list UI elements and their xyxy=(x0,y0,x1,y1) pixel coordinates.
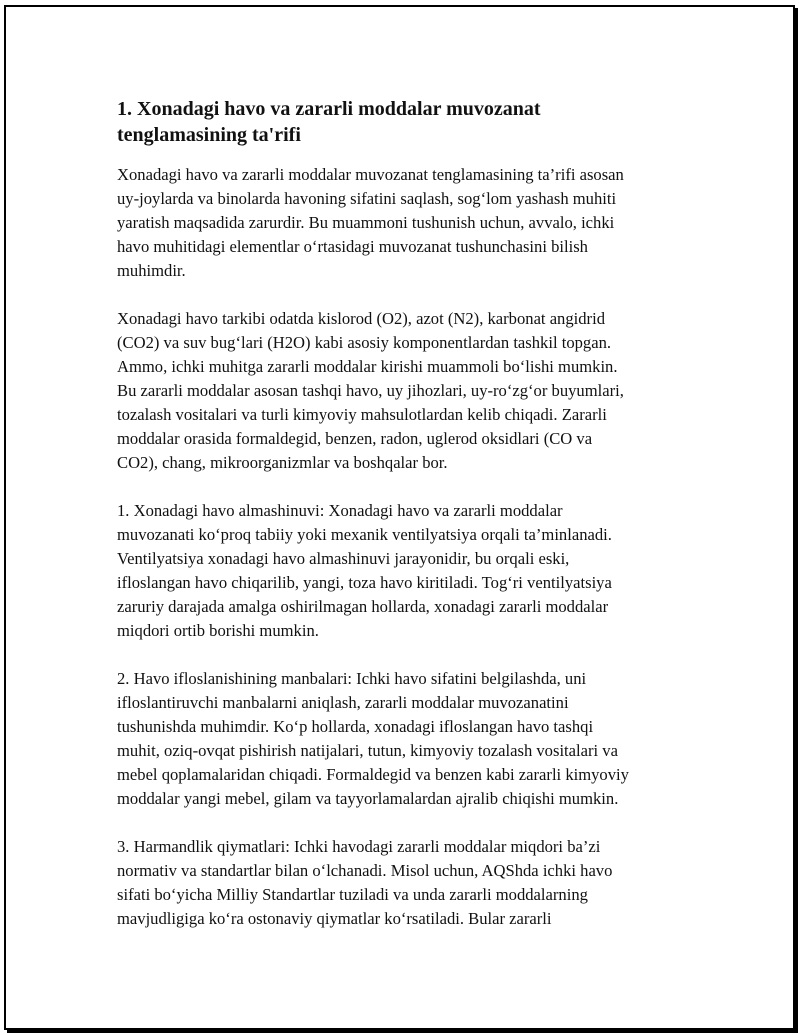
paragraph-line: moddalar orasida formaldegid, benzen, radon, uglerod oksidlari (CO va xyxy=(117,429,593,448)
paragraph-line: 1. Xonadagi havo almashinuvi: Xonadagi havo va zararli moddalar xyxy=(117,501,563,520)
body-paragraph xyxy=(117,307,677,475)
paragraph-list xyxy=(117,163,677,931)
paragraph-line: (CO2) va suv bug‘lari (H2O) kabi asosiy komponentlardan tashkil topgan. xyxy=(117,333,612,352)
paragraph-line: tozalash vositalari va turli kimyoviy mahsulotlardan kelib chiqadi. Zararli xyxy=(117,405,607,424)
paragraph-line: ifloslangan havo chiqarilib, yangi, toza havo kiritiladi. Tog‘ri ventilyatsiya xyxy=(117,573,612,592)
paragraph-line: muhit, oziq-ovqat pishirish natijalari, tutun, kimyoviy tozalash vositalari va xyxy=(117,741,618,760)
paragraph-line: 3. Harmandlik qiymatlari: Ichki havodagi zararli moddalar miqdori ba’zi xyxy=(117,837,601,856)
paragraph-line: normativ va standartlar bilan o‘lchanadi. Misol uchun, AQShda ichki havo xyxy=(117,861,613,880)
body-paragraph xyxy=(117,163,677,283)
paragraph-line: muhimdir. xyxy=(117,261,186,280)
paragraph-line: Bu zararli moddalar asosan tashqi havo, uy jihozlari, uy-ro‘zg‘or buyumlari, xyxy=(117,381,624,400)
paragraph-line: 2. Havo ifloslanishining manbalari: Ichki havo sifatini belgilashda, uni xyxy=(117,669,587,688)
paragraph-line: Xonadagi havo va zararli moddalar muvozanat tenglamasining ta’rifi asosan xyxy=(117,165,624,184)
paragraph-line: havo muhitidagi elementlar o‘rtasidagi muvozanat tushunchasini bilish xyxy=(117,237,588,256)
body-paragraph xyxy=(117,667,677,811)
paragraph-line: mavjudligiga ko‘ra ostonaviy qiymatlar ko‘rsatiladi. Bular zararli xyxy=(117,909,552,928)
paragraph-line: CO2), chang, mikroorganizmlar va boshqalar bor. xyxy=(117,453,448,472)
paragraph-line: moddalar yangi mebel, gilam va tayyorlamalardan ajralib chiqishi mumkin. xyxy=(117,789,619,808)
paragraph-line: Ventilyatsiya xonadagi havo almashinuvi jarayonidir, bu orqali eski, xyxy=(117,549,570,568)
paragraph-line: ifloslantiruvchi manbalarni aniqlash, zararli moddalar muvozanatini xyxy=(117,693,569,712)
body-paragraph xyxy=(117,499,677,643)
body-paragraph xyxy=(117,835,677,931)
paragraph-line: tushunishda muhimdir. Ko‘p hollarda, xonadagi ifloslangan havo tashqi xyxy=(117,717,594,736)
paragraph-line: muvozanati ko‘proq tabiiy yoki mexanik ventilyatsiya orqali ta’minlanadi. xyxy=(117,525,612,544)
document-content xyxy=(117,96,677,955)
paragraph-line: uy-joylarda va binolarda havoning sifatini saqlash, sog‘lom yashash muhiti xyxy=(117,189,617,208)
paragraph-line: miqdori ortib borishi mumkin. xyxy=(117,621,319,640)
heading-line: 1. Xonadagi havo va zararli moddalar muvozanat xyxy=(117,98,541,120)
paragraph-line: sifati bo‘yicha Milliy Standartlar tuziladi va unda zararli moddalarning xyxy=(117,885,588,904)
paragraph-line: zaruriy darajada amalga oshirilmagan hollarda, xonadagi zararli moddalar xyxy=(117,597,609,616)
paragraph-line: yaratish maqsadida zarurdir. Bu muammoni tushunish uchun, avvalo, ichki xyxy=(117,213,615,232)
heading-line: tenglamasining ta'rifi xyxy=(117,124,301,146)
section-heading xyxy=(117,96,677,148)
paragraph-line: mebel qoplamalaridan chiqadi. Formaldegid va benzen kabi zararli kimyoviy xyxy=(117,765,629,784)
paragraph-line: Xonadagi havo tarkibi odatda kislorod (O2), azot (N2), karbonat angidrid xyxy=(117,309,605,328)
paragraph-line: Ammo, ichki muhitga zararli moddalar kirishi muammoli bo‘lishi mumkin. xyxy=(117,357,618,376)
